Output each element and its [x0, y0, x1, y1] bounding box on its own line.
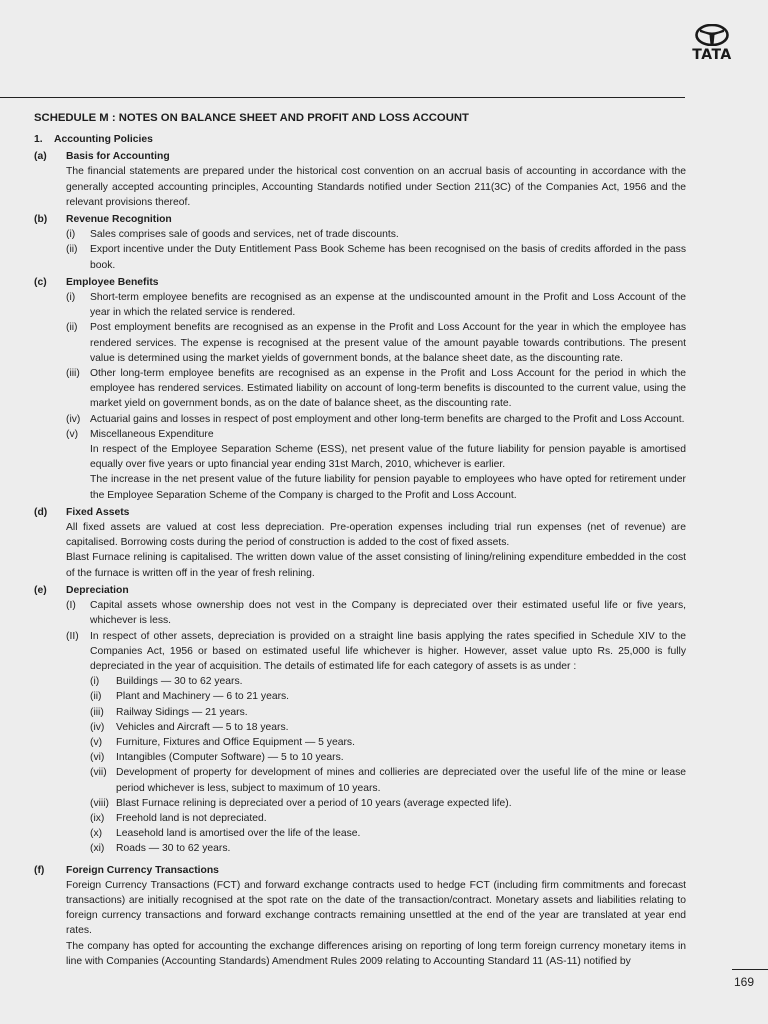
subsection-key: (b) [34, 214, 48, 226]
page-number: 169 [734, 975, 755, 989]
list-text: Freehold land is not depreciated. [116, 812, 267, 824]
subsection-heading-c [34, 275, 686, 290]
list-text: Vehicles and Aircraft — 5 to 18 years. [116, 721, 289, 733]
list-key: (i) [90, 676, 100, 688]
list-key: (iii) [66, 368, 80, 380]
paragraph: In respect of the Employee Separation Scheme (ESS), net present value of the future liability for pension payable is amortised equally over five years or upto financial year ending 31st March, 2010, whichever is earlier. [90, 444, 686, 471]
list-key: (vii) [90, 767, 107, 779]
list-text: Roads — 30 to 62 years. [116, 843, 231, 855]
section-heading [34, 132, 686, 147]
list-key: (xi) [90, 843, 105, 855]
list-item [90, 705, 686, 720]
tata-emblem-icon [695, 24, 729, 46]
list-key: (x) [90, 828, 103, 840]
list-text: Sales comprises sale of goods and services, net of trade discounts. [90, 229, 399, 241]
subsection-key: (d) [34, 506, 48, 518]
paragraph: The increase in the net present value of the future liability for pension payable to employees who have opted for retirement under the Employee Separation Scheme of the Company is charged to the Profit and Loss Account. [90, 474, 686, 501]
list-key: (iv) [66, 413, 81, 425]
list-key: (ii) [90, 691, 102, 703]
list-text: Plant and Machinery — 6 to 21 years. [116, 691, 290, 703]
list-item [90, 720, 686, 735]
list-text: Export incentive under the Duty Entitlement Pass Book Scheme has been recognised on the basis of credits afforded in the pass book. [90, 244, 686, 271]
subsection-heading-e [34, 583, 686, 598]
list-key: (i) [66, 292, 76, 304]
paragraph: The financial statements are prepared under the historical cost convention on an accrual basis of accounting in accordance with the generally accepted accounting principles, Accounting Standards notified under Section 211(3C) of the Companies Act, 1956 and the relevant provisions thereof. [66, 166, 686, 208]
list-item [90, 811, 686, 826]
section-number: 1. [34, 134, 43, 145]
header-rule [0, 97, 685, 98]
list-item [66, 242, 686, 272]
subsection-title: Depreciation [66, 584, 129, 596]
list-item [90, 674, 686, 689]
list-item [66, 366, 686, 412]
list-item [66, 320, 686, 366]
section-title: Accounting Policies [54, 134, 153, 145]
list-key: (i) [66, 229, 76, 241]
list-key: (I) [66, 600, 76, 612]
list-item [66, 412, 686, 427]
list-item [66, 227, 686, 242]
list-key: (vi) [90, 752, 105, 764]
list-text: Furniture, Fixtures and Office Equipment — 5 years. [116, 736, 355, 748]
footer-rule [732, 969, 768, 970]
list-text-heading: Miscellaneous Expenditure [90, 428, 214, 440]
subsection-heading-b [34, 212, 686, 227]
list-text: Development of property for development of mines and collieries are depreciated over the useful life of the mine or lease period whichever is less, subject to maximum of 10 years. [116, 767, 686, 794]
list-key: (v) [90, 736, 103, 748]
list-text: Leasehold land is amortised over the life of the lease. [116, 828, 361, 840]
list-key: (ix) [90, 812, 105, 824]
list-text: Capital assets whose ownership does not vest in the Company is depreciated over their estimated useful life or five years, whichever is less. [90, 600, 686, 627]
list-item [66, 629, 686, 675]
list-key: (iii) [90, 706, 104, 718]
list-item [66, 290, 686, 320]
list-item [66, 598, 686, 628]
section-d [34, 505, 686, 581]
logo-text: TATA [692, 47, 732, 63]
subsection-title: Basis for Accounting [66, 151, 170, 163]
list-key: (ii) [66, 244, 78, 256]
tata-logo [689, 24, 735, 63]
paragraph: Blast Furnace relining is capitalised. The written down value of the asset consisting of lining/relining expenditure embedded in the cost of the furnace is written off in the year of fresh relining. [66, 552, 686, 579]
list-item [66, 427, 686, 503]
list-item [90, 765, 686, 795]
subsection-heading-a [34, 149, 686, 164]
list-text: Short-term employee benefits are recognised as an expense at the undiscounted amount in the Profit and Loss Account of the year in which the related service is rendered. [90, 292, 686, 319]
list-item [90, 826, 686, 841]
section-c [34, 275, 686, 503]
section-b [34, 212, 686, 273]
subsection-heading-f [34, 863, 686, 878]
subsection-title: Foreign Currency Transactions [66, 864, 219, 876]
paragraph: Foreign Currency Transactions (FCT) and forward exchange contracts used to hedge FCT (including firm commitments and forecast transactions) are initially recognised at the spot rate on the date of the transaction/contract. Monetary assets and liabilities relating to foreign currency transactions and forward exchange contracts remaining unsettled at the end of the year are translated at year end rates. [66, 879, 686, 937]
list-text: Other long-term employee benefits are recognised as an expense in the Profit and Loss Account for the period in which the employee has rendered services. Estimated liability on account of long-term benefits is discounted to the current value, using the market yield on government bonds, as on the date of balance sheet, as the discounting rate. [90, 368, 686, 410]
page-title: SCHEDULE M : NOTES ON BALANCE SHEET AND PROFIT AND LOSS ACCOUNT [34, 112, 469, 124]
list-text [90, 427, 686, 503]
section-a [34, 149, 686, 210]
paragraph: The company has opted for accounting the exchange differences arising on reporting of long term foreign currency monetary items in line with Companies (Accounting Standards) Amendment Rules 2009 relating to Accounting Standard 11 (AS-11) notified by [66, 940, 686, 967]
list-key: (II) [66, 630, 79, 642]
list-item [90, 750, 686, 765]
subsection-title: Revenue Recognition [66, 214, 172, 226]
section-e [34, 583, 686, 857]
subsection-heading-d [34, 505, 686, 520]
list-key: (iv) [90, 721, 105, 733]
list-text: Railway Sidings — 21 years. [116, 706, 248, 718]
list-text: Buildings — 30 to 62 years. [116, 676, 243, 688]
paragraph: All fixed assets are valued at cost less depreciation. Pre-operation expenses including trial run expenses (net of revenue) are capitalised. Borrowing costs during the period of construction is added to the cost of fixed assets. [66, 522, 686, 549]
section-f [34, 863, 686, 969]
document-body [34, 110, 686, 969]
subsection-key: (a) [34, 151, 47, 163]
list-text: Blast Furnace relining is depreciated over a period of 10 years (average expected life). [116, 797, 512, 809]
list-text: Post employment benefits are recognised as an expense in the Profit and Loss Account for the year in which the employee has rendered services. The expense is recognised at the present value of the amount payable towards contributions. The present value is determined using the market yields of government bonds, at the balance sheet date, as the discounting rate. [90, 322, 686, 364]
subsection-title: Employee Benefits [66, 276, 159, 288]
list-key: (viii) [90, 797, 109, 809]
list-item [90, 735, 686, 750]
list-text: Intangibles (Computer Software) — 5 to 10 years. [116, 752, 344, 764]
subsection-title: Fixed Assets [66, 506, 130, 518]
subsection-key: (f) [34, 864, 45, 876]
list-item [90, 796, 686, 811]
list-item [90, 841, 686, 856]
subsection-key: (e) [34, 584, 47, 596]
list-text: Actuarial gains and losses in respect of post employment and other long-term benefits are charged to the Profit and Loss Account. [90, 413, 685, 425]
subsection-key: (c) [34, 276, 47, 288]
list-text: In respect of other assets, depreciation is provided on a straight line basis applying the rates specified in Schedule XIV to the Companies Act, 1956 or based on estimated useful life whichever is higher. However, asset value upto Rs. 25,000 is fully depreciated in the year of acquisition. The details of estimated life for each category of assets is as under : [90, 630, 686, 672]
list-key: (v) [66, 428, 79, 440]
list-key: (ii) [66, 322, 78, 334]
asset-life-list [90, 674, 686, 856]
list-item [90, 689, 686, 704]
